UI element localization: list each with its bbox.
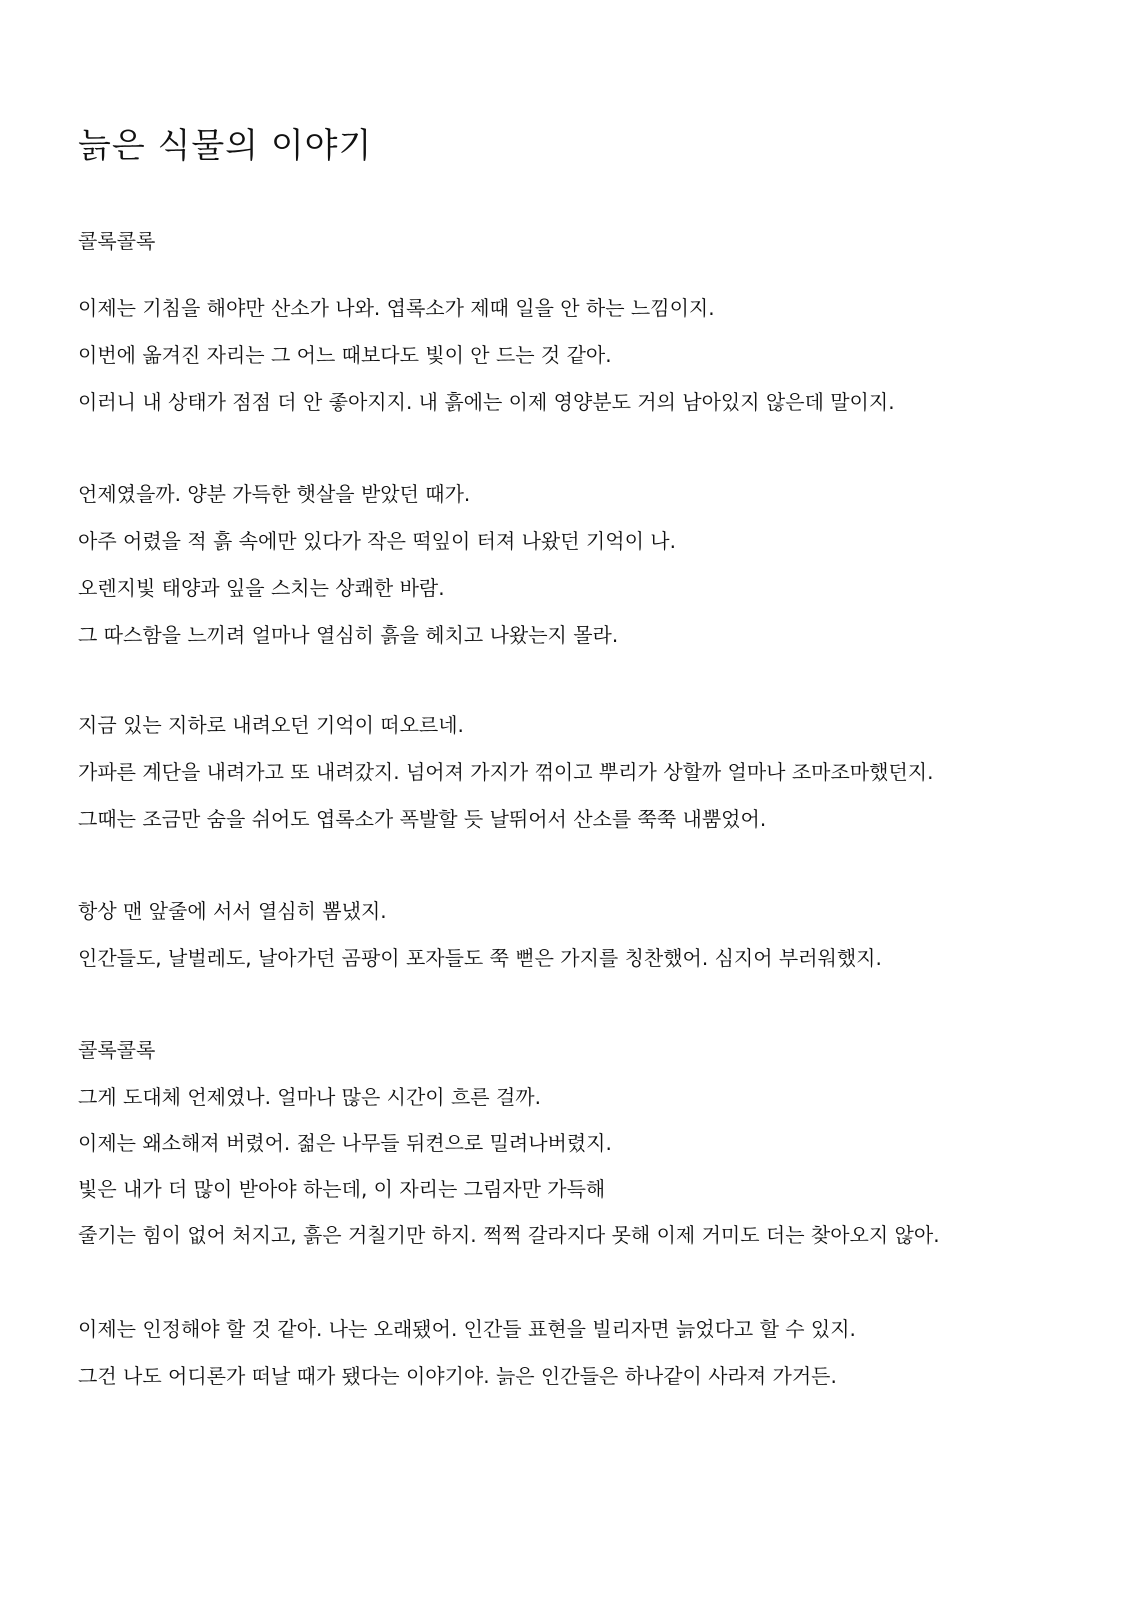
text-line: 이제는 인정해야 할 것 같아. 나는 오래됐어. 인간들 표현을 빌리자면 늙었다고 할 수 있지.: [78, 1317, 856, 1341]
text-line: 줄기는 힘이 없어 처지고, 흙은 거칠기만 하지. 쩍쩍 갈라지다 못해 이제 거미도 더는 찾아오지 않아.: [78, 1223, 940, 1247]
text-line: 가파른 계단을 내려가고 또 내려갔지. 넘어져 가지가 꺾이고 뿌리가 상할까 얼마나 조마조마했던지.: [78, 760, 934, 784]
text-line: 그 따스함을 느끼려 얼마나 열심히 흙을 헤치고 나왔는지 몰라.: [78, 623, 619, 647]
text-line: 콜록콜록: [78, 229, 156, 253]
text-line: 아주 어렸을 적 흙 속에만 있다가 작은 떡잎이 터져 나왔던 기억이 나.: [78, 529, 676, 553]
text-line: 빛은 내가 더 많이 받아야 하는데, 이 자리는 그림자만 가득해: [78, 1177, 606, 1201]
text-line: 오렌지빛 태양과 잎을 스치는 상쾌한 바람.: [78, 576, 445, 600]
text-line: 언제였을까. 양분 가득한 햇살을 받았던 때가.: [78, 482, 471, 506]
text-line: 그건 나도 어디론가 떠날 때가 됐다는 이야기야. 늙은 인간들은 하나같이 사라져 가거든.: [78, 1364, 837, 1388]
text-line: 그게 도대체 언제였나. 얼마나 많은 시간이 흐른 걸까.: [78, 1085, 541, 1109]
text-line: 그때는 조금만 숨을 쉬어도 엽록소가 폭발할 듯 날뛰어서 산소를 쭉쭉 내뿜었어.: [78, 807, 767, 831]
text-line: 인간들도, 날벌레도, 날아가던 곰팡이 포자들도 쭉 뻗은 가지를 칭찬했어. 심지어 부러워했지.: [78, 946, 882, 970]
text-line: 지금 있는 지하로 내려오던 기억이 떠오르네.: [78, 713, 464, 737]
text-line: 이제는 기침을 해야만 산소가 나와. 엽록소가 제때 일을 안 하는 느낌이지.: [78, 296, 715, 320]
text-line: 항상 맨 앞줄에 서서 열심히 뽐냈지.: [78, 899, 387, 923]
text-line: 이제는 왜소해져 버렸어. 젊은 나무들 뒤켠으로 밀려나버렸지.: [78, 1131, 612, 1155]
page-title: 늙은 식물의 이야기: [78, 126, 373, 166]
text-line: 콜록콜록: [78, 1038, 156, 1062]
text-line: 이번에 옮겨진 자리는 그 어느 때보다도 빛이 안 드는 것 같아.: [78, 343, 612, 367]
text-line: 이러니 내 상태가 점점 더 안 좋아지지. 내 흙에는 이제 영양분도 거의 남아있지 않은데 말이지.: [78, 390, 895, 414]
